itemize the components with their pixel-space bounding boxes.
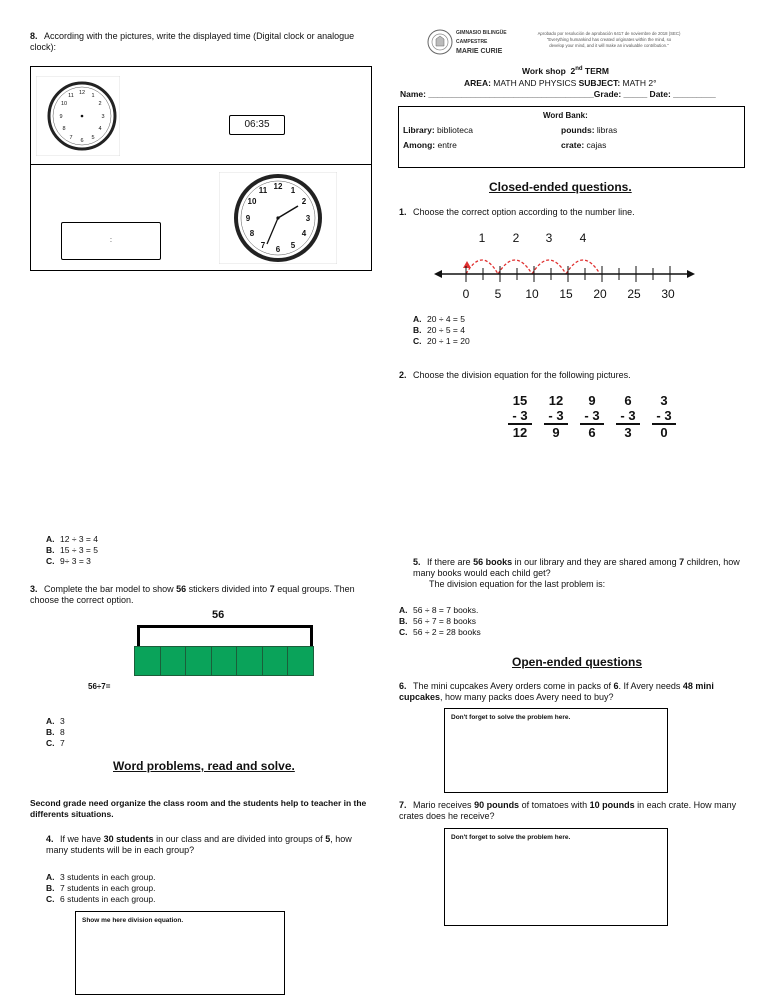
answer-box-label: Show me here division equation. — [82, 917, 184, 924]
svg-text:12: 12 — [273, 182, 283, 191]
svg-text:4: 4 — [301, 229, 307, 238]
question-text: According with the pictures, write the displayed time (Digital clock or analogue clock): — [30, 31, 355, 52]
jump-arcs — [463, 260, 600, 274]
question-8 — [30, 31, 370, 53]
svg-text:7: 7 — [69, 135, 73, 141]
jump-label: 3 — [545, 231, 553, 245]
word-bank-title: Word Bank: — [543, 111, 588, 120]
school-name: GIMNASIO BILINGÜE CAMPESTRE MARIE CURIE — [456, 30, 507, 55]
svg-text:11: 11 — [258, 186, 268, 195]
subtraction-item: 6 - 3 3 — [616, 393, 640, 440]
bar-equation: 56÷7= — [88, 682, 111, 691]
school-approval: Aprobado por resolución de aprobación 6417 de noviembre de 2018 (SEC) "Everything humankind has created originates within the mind, so develop your mind, and it will make an invaluable contribution." — [537, 31, 681, 48]
option-a[interactable]: A. 3 students in each group. — [46, 872, 156, 882]
option-b[interactable]: B. 8 — [46, 727, 65, 737]
answer-box-q4[interactable] — [75, 911, 285, 995]
question-3: 3. Complete the bar model to show 56 stickers divided into 7 equal groups. Then choose the correct option. — [30, 584, 355, 605]
q1-options — [413, 314, 470, 347]
svg-text:7: 7 — [260, 241, 266, 250]
jump-label: 2 — [512, 231, 520, 245]
option-b[interactable]: B. 20 ÷ 5 = 4 — [413, 325, 465, 335]
option-c[interactable]: C. 9÷ 3 = 3 — [46, 556, 91, 566]
answer-box-q7[interactable]: Don't forget to solve the problem here. — [444, 828, 668, 926]
option-b[interactable]: B. 15 ÷ 3 = 5 — [46, 545, 98, 555]
analog-clock-empty — [36, 76, 120, 156]
question-6: 6. The mini cupcakes Avery orders come in packs of 6. If Avery needs 48 mini cupcakes, how many packs does Avery need to buy? — [399, 681, 714, 702]
name-line[interactable]: Name: ___________________________________Grade: _____ Date: _________ — [400, 89, 716, 99]
tick-label: 10 — [525, 287, 539, 301]
digital-clock-blank[interactable] — [61, 222, 161, 260]
word-bank-item: Among: entre — [403, 140, 457, 150]
workshop-title: Work shop 2nd TERM — [522, 66, 610, 76]
option-c[interactable]: C. 56 ÷ 2 = 28 books — [399, 627, 481, 637]
question-7: 7. Mario receives 90 pounds of tomatoes with 10 pounds in each crate. How many crates does he receive? — [399, 800, 737, 821]
svg-text:8: 8 — [249, 229, 255, 238]
q5-options — [399, 605, 481, 638]
area-line: AREA: MATH AND PHYSICS SUBJECT: MATH 2° — [464, 78, 657, 88]
svg-text:12: 12 — [78, 90, 86, 96]
svg-text:2: 2 — [98, 101, 102, 107]
subtraction-item: 12 - 3 9 — [544, 393, 568, 440]
subtraction-item: 3 - 3 0 — [652, 393, 676, 440]
svg-text:4: 4 — [98, 126, 102, 132]
bar-label: 56 — [212, 609, 225, 621]
intro-text: Second grade need organize the class room and the students help to teacher in the differents situations. — [30, 798, 367, 819]
svg-text:2: 2 — [301, 197, 307, 206]
answer-box-q6[interactable]: Don't forget to solve the problem here. — [444, 708, 668, 793]
number-line — [434, 228, 696, 302]
option-b[interactable]: B. 7 students in each group. — [46, 883, 156, 893]
option-c[interactable]: C. 7 — [46, 738, 65, 748]
subtraction-item: 15 - 3 12 — [508, 393, 532, 440]
q4-options — [46, 872, 155, 905]
question-1: 1. Choose the correct option according to the number line. — [399, 207, 635, 217]
svg-text:5: 5 — [91, 135, 95, 141]
word-bank-item: crate: cajas — [561, 140, 607, 150]
word-bank — [398, 106, 745, 168]
closed-heading: Closed-ended questions. — [489, 180, 632, 194]
word-bank-item: Library: biblioteca — [403, 125, 473, 135]
open-heading: Open-ended questions — [512, 655, 643, 669]
bar-bracket — [137, 625, 313, 646]
svg-text:6: 6 — [275, 245, 281, 254]
svg-text:6: 6 — [80, 138, 84, 144]
subtraction-series — [508, 393, 676, 440]
tick-label: 25 — [627, 287, 641, 301]
q3-options — [46, 716, 65, 749]
digital-clock — [229, 115, 285, 135]
tick-label: 0 — [462, 287, 470, 301]
option-a[interactable]: A. 12 ÷ 3 = 4 — [46, 534, 98, 544]
svg-text:1: 1 — [290, 186, 296, 195]
q2-options — [46, 534, 98, 567]
question-number: 8. — [30, 31, 38, 41]
svg-text:8: 8 — [62, 126, 66, 132]
tick-label: 15 — [559, 287, 573, 301]
bar-model — [134, 646, 314, 676]
blank-colon: : — [110, 237, 112, 244]
svg-text:3: 3 — [101, 114, 105, 120]
svg-text:10: 10 — [247, 197, 257, 206]
table-divider — [31, 164, 371, 165]
option-b[interactable]: B. 56 ÷ 7 = 8 books — [399, 616, 477, 626]
question-2: 2. Choose the division equation for the following pictures. — [399, 370, 631, 380]
svg-text:11: 11 — [68, 93, 74, 99]
svg-text:9: 9 — [59, 114, 63, 120]
option-a[interactable]: A. 56 ÷ 8 = 7 books. — [399, 605, 479, 615]
option-a[interactable]: A. 3 — [46, 716, 65, 726]
svg-text:10: 10 — [60, 101, 68, 107]
tick-label: 30 — [661, 287, 675, 301]
svg-text:5: 5 — [290, 241, 296, 250]
jump-label: 4 — [579, 231, 587, 245]
school-seal-icon — [427, 27, 453, 57]
option-a[interactable]: A. 20 ÷ 4 = 5 — [413, 314, 465, 324]
option-c[interactable]: C. 20 ÷ 1 = 20 — [413, 336, 470, 346]
tick-label: 5 — [494, 287, 502, 301]
question-4: 4. If we have 30 students in our class and are divided into groups of 5, how many students will be in each group? — [46, 834, 352, 855]
svg-text:3: 3 — [305, 214, 311, 223]
jump-label: 1 — [478, 231, 486, 245]
svg-text:1: 1 — [91, 93, 95, 99]
svg-text:9: 9 — [245, 214, 251, 223]
subtraction-item: 9 - 3 6 — [580, 393, 604, 440]
analog-clock-time — [219, 172, 337, 264]
word-bank-item: pounds: libras — [561, 125, 618, 135]
word-problems-heading: Word problems, read and solve. — [113, 759, 295, 773]
tick-label: 20 — [593, 287, 607, 301]
digital-time: 06:35 — [244, 119, 270, 130]
option-c[interactable]: C. 6 students in each group. — [46, 894, 156, 904]
question-5: 5. If there are 56 books in our library and they are shared among 7 children, how many books would each child get? The division equation for the last problem is: — [413, 557, 740, 589]
